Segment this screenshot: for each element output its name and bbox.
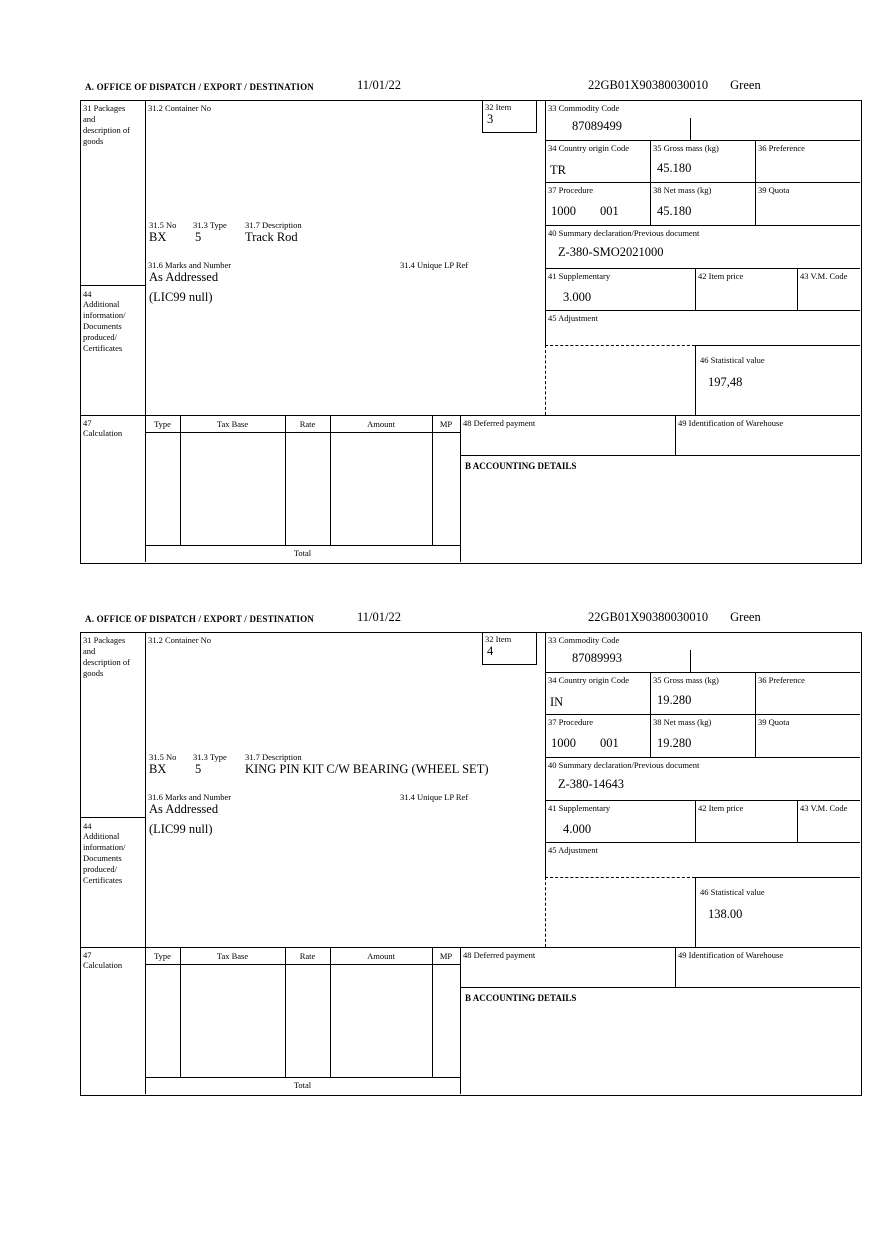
divider xyxy=(755,672,756,757)
divider xyxy=(460,987,860,988)
divider xyxy=(545,268,860,269)
col-amount-label: Amount xyxy=(367,419,395,429)
box47-label: Calculation xyxy=(83,960,123,970)
divider xyxy=(675,415,676,455)
item-label: 32 Item xyxy=(485,634,512,644)
accounting-details-label: B ACCOUNTING DETAILS xyxy=(465,993,577,1003)
divider xyxy=(545,140,860,141)
divider xyxy=(695,877,860,878)
movement-reference: 22GB01X90380030010 xyxy=(588,78,709,92)
supplementary-value: 3.000 xyxy=(563,290,592,304)
divider xyxy=(650,140,651,225)
divider xyxy=(545,672,860,673)
unique-lp-ref-label: 31.4 Unique LP Ref xyxy=(400,792,469,802)
divider xyxy=(695,345,696,415)
procedure-label: 37 Procedure xyxy=(548,185,594,195)
form-grid-frame xyxy=(80,100,862,564)
divider xyxy=(695,877,696,947)
packages-type-label: 31.3 Type xyxy=(193,752,227,762)
packages-no-value: BX xyxy=(149,230,167,244)
item-label: 32 Item xyxy=(485,102,512,112)
col-mp-label: MP xyxy=(439,419,453,429)
commodity-code-tick xyxy=(690,650,691,672)
divider xyxy=(145,632,146,1094)
vm-code-label: 43 V.M. Code xyxy=(800,271,848,281)
item-number-value: 4 xyxy=(487,644,494,658)
col-rate-label: Rate xyxy=(299,419,316,429)
divider xyxy=(675,947,676,987)
divider xyxy=(180,415,181,545)
preference-label: 36 Preference xyxy=(758,143,805,153)
summary-declaration-value: Z-380-SMO2021000 xyxy=(558,245,664,259)
net-mass-value: 19.280 xyxy=(657,736,692,750)
marks-label: 31.6 Marks and Number xyxy=(148,792,232,802)
statistical-value-label: 46 Statistical value xyxy=(700,887,765,897)
goods-description-value: KING PIN KIT C/W BEARING (WHEEL SET) xyxy=(245,762,489,776)
divider xyxy=(432,415,433,545)
item-price-label: 42 Item price xyxy=(698,271,744,281)
divider xyxy=(545,225,860,226)
box31-label: 31 Packages and description of goods xyxy=(83,103,130,147)
packages-type-value: 5 xyxy=(195,230,202,244)
gross-mass-label: 35 Gross mass (kg) xyxy=(653,143,719,153)
divider xyxy=(545,310,860,311)
description-label: 31.7 Description xyxy=(245,752,302,762)
packages-type-value: 5 xyxy=(195,762,202,776)
box47-number: 47 xyxy=(83,950,92,960)
marks-value: As Addressed xyxy=(149,802,219,816)
divider xyxy=(285,947,286,1077)
divider xyxy=(545,842,860,843)
divider xyxy=(545,100,546,345)
box47-label: Calculation xyxy=(83,428,123,438)
divider xyxy=(145,1077,460,1078)
supplementary-value: 4.000 xyxy=(563,822,592,836)
net-mass-label: 38 Net mass (kg) xyxy=(653,185,712,195)
country-origin-value: TR xyxy=(550,163,566,177)
divider xyxy=(145,545,460,546)
divider xyxy=(545,182,860,183)
summary-declaration-label: 40 Summary declaration/Previous document xyxy=(548,228,700,238)
office-of-dispatch-label: A. OFFICE OF DISPATCH / EXPORT / DESTINATION xyxy=(85,82,315,92)
divider xyxy=(80,817,145,818)
marks-label: 31.6 Marks and Number xyxy=(148,260,232,270)
col-tax-base-label: Tax Base xyxy=(216,951,249,961)
divider xyxy=(460,415,461,562)
statistical-value-label: 46 Statistical value xyxy=(700,355,765,365)
divider xyxy=(460,947,461,1094)
deferred-payment-label: 48 Deferred payment xyxy=(463,418,536,428)
header-date: 11/01/22 xyxy=(357,610,401,624)
procedure-value-2: 001 xyxy=(600,204,619,218)
warehouse-id-label: 49 Identification of Warehouse xyxy=(678,418,784,428)
routing-status: Green xyxy=(730,78,761,92)
quota-label: 39 Quota xyxy=(758,185,790,195)
supplementary-label: 41 Supplementary xyxy=(548,271,611,281)
divider xyxy=(545,800,860,801)
total-label: Total xyxy=(293,548,312,558)
office-of-dispatch-label: A. OFFICE OF DISPATCH / EXPORT / DESTINATION xyxy=(85,614,315,624)
supplementary-label: 41 Supplementary xyxy=(548,803,611,813)
net-mass-label: 38 Net mass (kg) xyxy=(653,717,712,727)
col-mp-label: MP xyxy=(439,951,453,961)
divider xyxy=(145,100,146,562)
form-grid-frame xyxy=(80,632,862,1096)
col-rate-label: Rate xyxy=(299,951,316,961)
dashed-divider xyxy=(545,345,546,415)
divider xyxy=(545,757,860,758)
commodity-code-label: 33 Commodity Code xyxy=(548,103,620,113)
gross-mass-value: 19.280 xyxy=(657,693,692,707)
col-type-label: Type xyxy=(154,419,171,429)
divider xyxy=(797,268,798,310)
deferred-payment-label: 48 Deferred payment xyxy=(463,950,536,960)
col-amount-label: Amount xyxy=(367,951,395,961)
packages-no-label: 31.5 No xyxy=(149,220,177,230)
summary-declaration-value: Z-380-14643 xyxy=(558,777,624,791)
divider xyxy=(695,345,860,346)
box31-label: 31 Packages and description of goods xyxy=(83,635,130,679)
warehouse-id-label: 49 Identification of Warehouse xyxy=(678,950,784,960)
vm-code-label: 43 V.M. Code xyxy=(800,803,848,813)
declaration-copy-2 xyxy=(80,612,862,1114)
additional-info-value: (LIC99 null) xyxy=(149,290,213,304)
divider xyxy=(145,964,460,965)
box44-number: 44 xyxy=(83,821,92,831)
country-origin-label: 34 Country origin Code xyxy=(548,143,629,153)
commodity-code-value: 87089499 xyxy=(572,119,622,133)
dashed-divider xyxy=(545,345,695,346)
commodity-code-value: 87089993 xyxy=(572,651,622,665)
statistical-value: 197,48 xyxy=(708,375,743,389)
divider xyxy=(460,455,860,456)
statistical-value: 138.00 xyxy=(708,907,743,921)
header-reference xyxy=(588,611,761,625)
commodity-code-tick xyxy=(690,118,691,140)
box44-label: Additional information/ Documents produced/ Certificates xyxy=(83,831,126,886)
divider xyxy=(695,268,696,310)
packages-no-value: BX xyxy=(149,762,167,776)
gross-mass-label: 35 Gross mass (kg) xyxy=(653,675,719,685)
goods-description-value: Track Rod xyxy=(245,230,298,244)
header-reference xyxy=(588,79,761,93)
net-mass-value: 45.180 xyxy=(657,204,692,218)
divider xyxy=(80,285,145,286)
container-no-label: 31.2 Container No xyxy=(148,635,212,645)
adjustment-label: 45 Adjustment xyxy=(548,313,598,323)
procedure-label: 37 Procedure xyxy=(548,717,594,727)
commodity-code-label: 33 Commodity Code xyxy=(548,635,620,645)
country-origin-label: 34 Country origin Code xyxy=(548,675,629,685)
marks-value: As Addressed xyxy=(149,270,219,284)
preference-label: 36 Preference xyxy=(758,675,805,685)
procedure-value-2: 001 xyxy=(600,736,619,750)
quota-label: 39 Quota xyxy=(758,717,790,727)
box44-number: 44 xyxy=(83,289,92,299)
divider xyxy=(545,632,546,877)
gross-mass-value: 45.180 xyxy=(657,161,692,175)
dashed-divider xyxy=(545,877,695,878)
divider xyxy=(695,800,696,842)
routing-status: Green xyxy=(730,610,761,624)
divider xyxy=(755,140,756,225)
procedure-value: 1000 xyxy=(551,736,576,750)
procedure-value: 1000 xyxy=(551,204,576,218)
packages-type-label: 31.3 Type xyxy=(193,220,227,230)
container-no-label: 31.2 Container No xyxy=(148,103,212,113)
description-label: 31.7 Description xyxy=(245,220,302,230)
divider xyxy=(330,947,331,1077)
accounting-details-label: B ACCOUNTING DETAILS xyxy=(465,461,577,471)
divider xyxy=(285,415,286,545)
unique-lp-ref-label: 31.4 Unique LP Ref xyxy=(400,260,469,270)
divider xyxy=(180,947,181,1077)
item-price-label: 42 Item price xyxy=(698,803,744,813)
divider xyxy=(432,947,433,1077)
col-tax-base-label: Tax Base xyxy=(216,419,249,429)
divider xyxy=(650,672,651,757)
divider xyxy=(545,714,860,715)
divider xyxy=(330,415,331,545)
header-date: 11/01/22 xyxy=(357,78,401,92)
box44-label: Additional information/ Documents produced/ Certificates xyxy=(83,299,126,354)
col-type-label: Type xyxy=(154,951,171,961)
box47-number: 47 xyxy=(83,418,92,428)
divider xyxy=(145,432,460,433)
packages-no-label: 31.5 No xyxy=(149,752,177,762)
divider xyxy=(80,947,860,948)
declaration-copy-1 xyxy=(80,80,862,582)
total-label: Total xyxy=(293,1080,312,1090)
additional-info-value: (LIC99 null) xyxy=(149,822,213,836)
country-origin-value: IN xyxy=(550,695,564,709)
dashed-divider xyxy=(545,877,546,947)
divider xyxy=(80,415,860,416)
summary-declaration-label: 40 Summary declaration/Previous document xyxy=(548,760,700,770)
adjustment-label: 45 Adjustment xyxy=(548,845,598,855)
item-number-value: 3 xyxy=(487,112,494,126)
movement-reference: 22GB01X90380030010 xyxy=(588,610,709,624)
divider xyxy=(797,800,798,842)
